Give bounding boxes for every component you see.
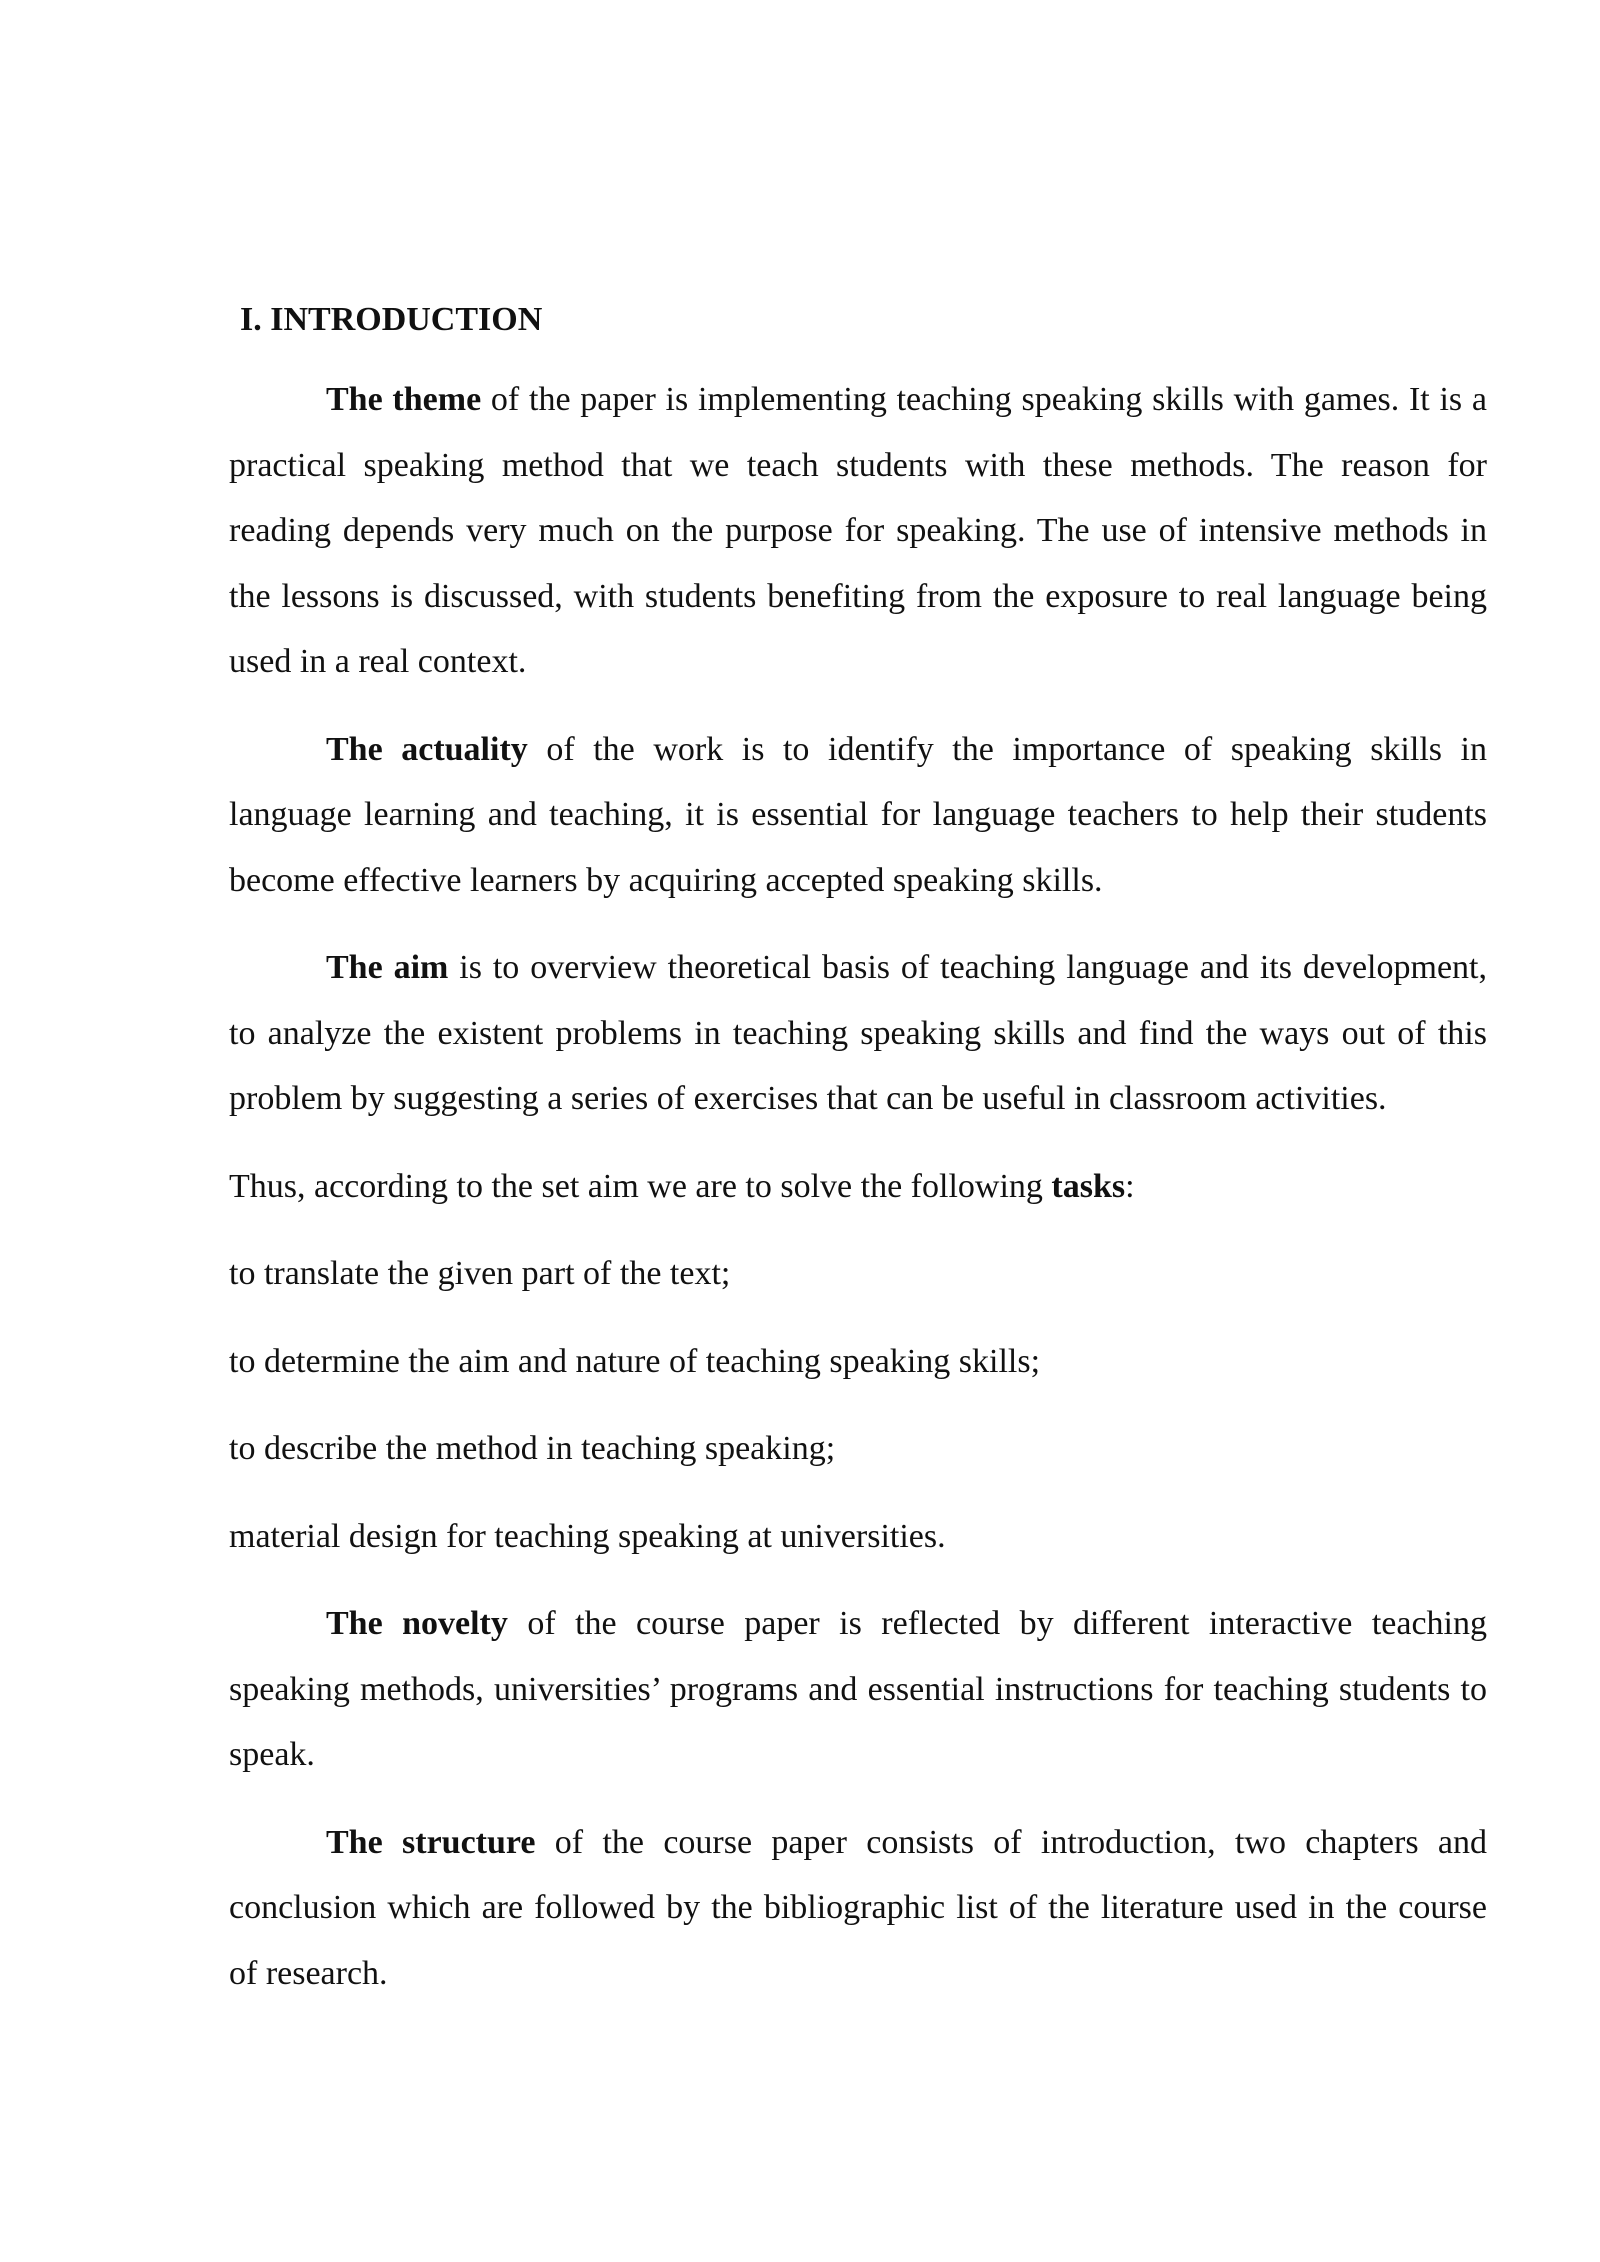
actuality-paragraph <box>229 717 1487 914</box>
structure-paragraph <box>229 1810 1487 2007</box>
task-item: to translate the given part of the text; <box>229 1255 731 1292</box>
tasks-intro-colon: : <box>1125 1167 1135 1205</box>
theme-text: of the paper is implementing teaching speaking skills with games. It is a practical speaking method that we teach students with these methods. The reason for reading depends very much on the purpose for speaking. The use of intensive methods in the lessons is discussed, with students benefiting from the exposure to real language being used in a real context. <box>229 381 1487 680</box>
tasks-label: tasks <box>1051 1167 1126 1205</box>
aim-paragraph <box>229 935 1487 1132</box>
structure-label: The structure <box>326 1823 536 1861</box>
document-body <box>229 290 1487 2006</box>
novelty-label: The novelty <box>326 1605 508 1642</box>
section-heading: I. INTRODUCTION <box>240 301 543 338</box>
tasks-intro-paragraph <box>229 1154 1487 1220</box>
task-item: to determine the aim and nature of teaching speaking skills; <box>229 1342 1041 1380</box>
task-item: to describe the method in teaching speaking; <box>229 1430 836 1467</box>
actuality-text: of the work is to identify the importance of speaking skills in language learning and teaching, it is essential for language teachers to help their students become effective learners by acquiring accepted speaking skills. <box>229 730 1487 899</box>
novelty-text: of the course paper is reflected by different interactive teaching speaking methods, universities’ programs and essential instructions for teaching students to speak. <box>229 1605 1487 1773</box>
theme-paragraph <box>229 367 1487 695</box>
aim-label: The aim <box>326 949 449 986</box>
aim-text: is to overview theoretical basis of teaching language and its development, to analyze the existent problems in teaching speaking skills and find the ways out of this problem by suggesting a series of exercises that can be useful in classroom activities. <box>229 949 1487 1117</box>
task-item: material design for teaching speaking at universities. <box>229 1517 946 1555</box>
structure-text: of the course paper consists of introduction, two chapters and conclusion which are followed by the bibliographic list of the literature used in the course of research. <box>229 1823 1487 1992</box>
novelty-paragraph <box>229 1591 1487 1788</box>
tasks-intro-text: Thus, according to the set aim we are to solve the following <box>229 1167 1052 1205</box>
actuality-label: The actuality <box>326 730 528 768</box>
theme-label: The theme <box>326 381 482 418</box>
